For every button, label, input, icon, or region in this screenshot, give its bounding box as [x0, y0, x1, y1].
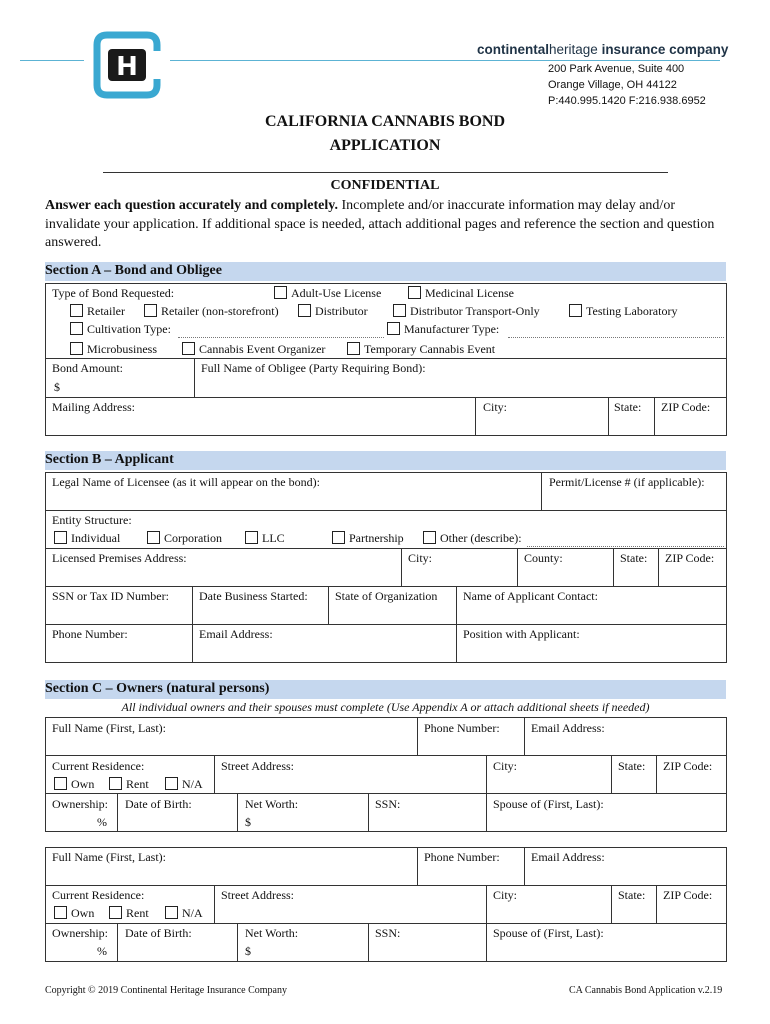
entity-partnership-option[interactable]: Partnership: [332, 531, 404, 546]
checkbox[interactable]: [393, 304, 406, 317]
owner-2-na-option[interactable]: N/A: [165, 906, 203, 921]
applicant-phone-field[interactable]: Phone Number:: [52, 627, 128, 641]
checkbox[interactable]: [387, 322, 400, 335]
permit-number-field[interactable]: Permit/License # (if applicable):: [549, 475, 705, 489]
owner-2-ownership-field[interactable]: Ownership:: [52, 926, 108, 940]
entity-structure-label: Entity Structure:: [52, 513, 132, 527]
medicinal-option[interactable]: Medicinal License: [408, 286, 514, 301]
manufacturer-option[interactable]: Manufacturer Type:: [387, 322, 499, 337]
cultivation-option[interactable]: Cultivation Type:: [70, 322, 171, 337]
owner-1-phone-field[interactable]: Phone Number:: [424, 721, 500, 735]
entity-individual-option[interactable]: Individual: [54, 531, 120, 546]
owner-2-percent: %: [97, 944, 107, 958]
applicant-email-field[interactable]: Email Address:: [199, 627, 273, 641]
checkbox[interactable]: [144, 304, 157, 317]
retailer-nonstorefront-option[interactable]: Retailer (non-storefront): [144, 304, 279, 319]
entity-other-field[interactable]: [527, 546, 724, 547]
title-rule: [103, 172, 668, 173]
checkbox[interactable]: [54, 906, 67, 919]
footer-copyright: Copyright © 2019 Continental Heritage Insurance Company: [45, 985, 287, 996]
checkbox[interactable]: [70, 322, 83, 335]
owner-2-state-field[interactable]: State:: [618, 888, 646, 902]
obligee-zip-field[interactable]: ZIP Code:: [661, 400, 711, 414]
logo-rule-left: [20, 60, 84, 61]
checkbox[interactable]: [298, 304, 311, 317]
owner-2-net-worth-field[interactable]: Net Worth:: [245, 926, 299, 940]
checkbox[interactable]: [332, 531, 345, 544]
distributor-option[interactable]: Distributor: [298, 304, 368, 319]
checkbox[interactable]: [165, 777, 178, 790]
bond-amount-field[interactable]: Bond Amount:: [52, 361, 124, 375]
owner-1-rent-option[interactable]: Rent: [109, 777, 149, 792]
state-of-organization-field[interactable]: State of Organization: [335, 589, 438, 603]
owner-1-ssn-field[interactable]: SSN:: [375, 797, 401, 811]
owner-1-ownership-field[interactable]: Ownership:: [52, 797, 108, 811]
owner-1-own-option[interactable]: Own: [54, 777, 94, 792]
checkbox[interactable]: [70, 342, 83, 355]
legal-name-field[interactable]: Legal Name of Licensee (as it will appear on the bond):: [52, 475, 320, 489]
bond-amount-dollar: $: [54, 380, 60, 394]
checkbox[interactable]: [423, 531, 436, 544]
owner-1-dob-field[interactable]: Date of Birth:: [125, 797, 192, 811]
owner-2-email-field[interactable]: Email Address:: [531, 850, 605, 864]
owner-1-spouse-field[interactable]: Spouse of (First, Last):: [493, 797, 604, 811]
owner-1-email-field[interactable]: Email Address:: [531, 721, 605, 735]
company-address: 200 Park Avenue, Suite 400 Orange Village, OH 44122 P:440.995.1420 F:216.938.6952: [548, 63, 706, 107]
section-b-box: [45, 472, 727, 663]
premises-state-field[interactable]: State:: [620, 551, 648, 565]
owner-2-street-field[interactable]: Street Address:: [221, 888, 294, 902]
checkbox[interactable]: [245, 531, 258, 544]
svg-text:H: H: [116, 52, 138, 82]
owner-1-city-field[interactable]: City:: [493, 759, 518, 773]
owner-2-name-field[interactable]: Full Name (First, Last):: [52, 850, 166, 864]
premises-county-field[interactable]: County:: [524, 551, 563, 565]
obligee-state-field[interactable]: State:: [614, 400, 642, 414]
owner-1-percent: %: [97, 815, 107, 829]
date-business-started-field[interactable]: Date Business Started:: [199, 589, 308, 603]
checkbox[interactable]: [109, 906, 122, 919]
premises-city-field[interactable]: City:: [408, 551, 433, 565]
owner-2-dollar: $: [245, 944, 251, 958]
section-b-header: Section B – Applicant: [45, 451, 726, 470]
checkbox[interactable]: [54, 777, 67, 790]
checkbox[interactable]: [109, 777, 122, 790]
owner-1-dollar: $: [245, 815, 251, 829]
checkbox[interactable]: [347, 342, 360, 355]
obligee-city-field[interactable]: City:: [483, 400, 508, 414]
bond-type-label: Type of Bond Requested:: [52, 286, 175, 300]
adult-use-option[interactable]: Adult-Use License: [274, 286, 381, 301]
ssn-tax-id-field[interactable]: SSN or Tax ID Number:: [52, 589, 169, 603]
premises-zip-field[interactable]: ZIP Code:: [665, 551, 715, 565]
page-title: CALIFORNIA CANNABIS BOND APPLICATION: [264, 113, 506, 154]
position-field[interactable]: Position with Applicant:: [463, 627, 580, 641]
instructions: Answer each question accurately and completely. Incomplete and/or inaccurate information may delay and/or invalidate your application. If additional space is needed, attach additional pages and reference the section and question answered.: [45, 198, 715, 250]
section-a-header: Section A – Bond and Obligee: [45, 262, 726, 281]
owner-1-street-field[interactable]: Street Address:: [221, 759, 294, 773]
checkbox[interactable]: [165, 906, 178, 919]
cultivation-type-field[interactable]: [178, 337, 384, 338]
owner-2-city-field[interactable]: City:: [493, 888, 518, 902]
company-name: continentalheritage insurance company: [477, 42, 729, 57]
confidential-label: CONFIDENTIAL: [330, 178, 440, 193]
owner-1-name-field[interactable]: Full Name (First, Last):: [52, 721, 166, 735]
manufacturer-type-field[interactable]: [508, 337, 724, 338]
section-c-subtitle: All individual owners and their spouses must complete (Use Appendix A or attach additional sheets if needed): [121, 700, 650, 714]
obligee-name-field[interactable]: Full Name of Obligee (Party Requiring Bond):: [201, 361, 426, 375]
owner-2-spouse-field[interactable]: Spouse of (First, Last):: [493, 926, 604, 940]
entity-other-option[interactable]: Other (describe):: [423, 531, 522, 546]
checkbox[interactable]: [182, 342, 195, 355]
owner-2-residence-label: Current Residence:: [52, 888, 145, 902]
distributor-transport-option[interactable]: Distributor Transport-Only: [393, 304, 540, 319]
owner-1-state-field[interactable]: State:: [618, 759, 646, 773]
obligee-mailing-address-field[interactable]: Mailing Address:: [52, 400, 135, 414]
applicant-contact-field[interactable]: Name of Applicant Contact:: [463, 589, 598, 603]
company-logo-icon: [93, 31, 161, 99]
owner-2-phone-field[interactable]: Phone Number:: [424, 850, 500, 864]
checkbox[interactable]: [147, 531, 160, 544]
retailer-option[interactable]: Retailer: [70, 304, 125, 319]
owner-2-rent-option[interactable]: Rent: [109, 906, 149, 921]
microbusiness-option[interactable]: Microbusiness: [70, 342, 157, 357]
footer-version: CA Cannabis Bond Application v.2.19: [569, 985, 723, 996]
owner-2-zip-field[interactable]: ZIP Code:: [663, 888, 713, 902]
owner-1-zip-field[interactable]: ZIP Code:: [663, 759, 713, 773]
entity-corporation-option[interactable]: Corporation: [147, 531, 222, 546]
event-organizer-option[interactable]: Cannabis Event Organizer: [182, 342, 325, 357]
checkbox[interactable]: [274, 286, 287, 299]
owner-1-net-worth-field[interactable]: Net Worth:: [245, 797, 299, 811]
checkbox[interactable]: [569, 304, 582, 317]
testing-lab-option[interactable]: Testing Laboratory: [569, 304, 677, 319]
owner-2-ssn-field[interactable]: SSN:: [375, 926, 401, 940]
section-c-header: Section C – Owners (natural persons): [45, 680, 726, 699]
entity-llc-option[interactable]: LLC: [245, 531, 285, 546]
checkbox[interactable]: [54, 531, 67, 544]
checkbox[interactable]: [70, 304, 83, 317]
checkbox[interactable]: [408, 286, 421, 299]
owner-2-own-option[interactable]: Own: [54, 906, 94, 921]
owner-1-residence-label: Current Residence:: [52, 759, 145, 773]
owner-1-na-option[interactable]: N/A: [165, 777, 203, 792]
owner-2-dob-field[interactable]: Date of Birth:: [125, 926, 192, 940]
temporary-event-option[interactable]: Temporary Cannabis Event: [347, 342, 495, 357]
premises-address-field[interactable]: Licensed Premises Address:: [52, 551, 187, 565]
